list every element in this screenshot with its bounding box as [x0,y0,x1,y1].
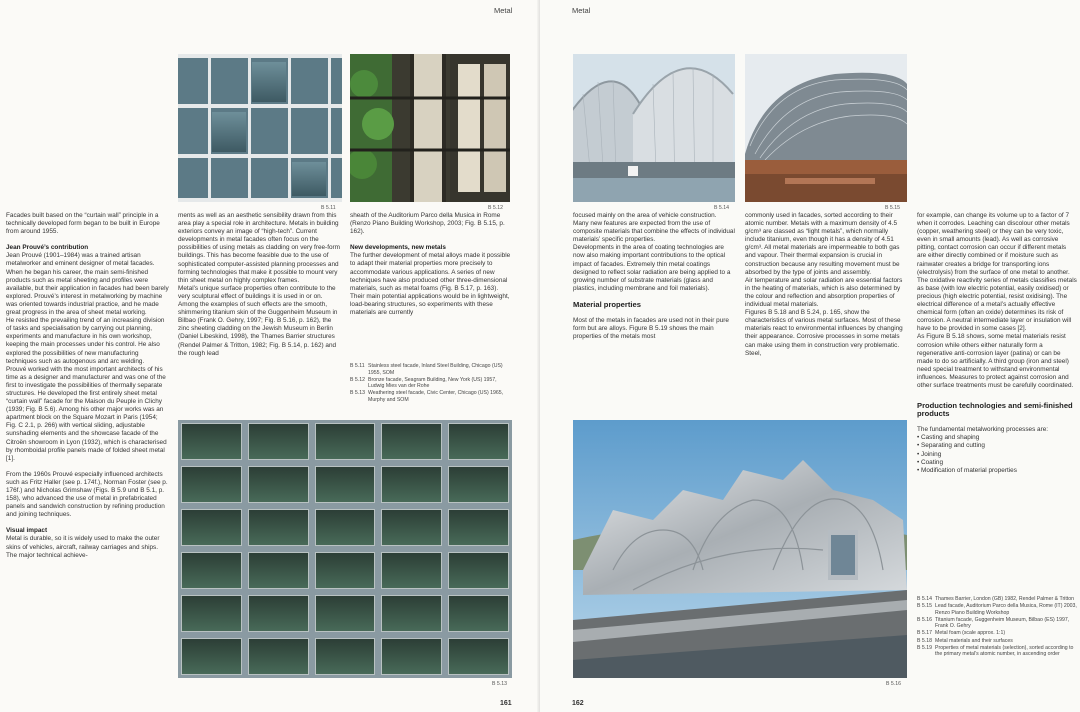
caption-text: Thames Barrier, London (GB) 1982, Rendel Palmer & Tritton [935,596,1074,602]
facade-window-cell [315,638,376,675]
captions-left [350,363,512,404]
right-page [540,0,1080,712]
text-column-3 [350,212,512,325]
list-item: • Coating [917,459,1077,467]
caption-text: Stainless steel facade, Inland Steel Building, Chicago (US) 1955, SOM [368,363,503,376]
figure-label-b5-15: B 5.15 [885,205,900,211]
caption-number: B 5.18 [917,637,932,644]
paragraph-prouve-3: Prouvé worked with the most important architects of his time as a designer and manufacturer and was one of the first to investigate the possibilities of thermally separate structures. He developed the first entirely sheet metal “curtain wall” facade for the Maison du Peuple in Clichy (1939; Fig. B 5.6). Among his other major works was an apartment block on the Square Mozart in Paris (1954; Fig. C 2.1, p. 266) with vertical sliding, adjustable sunshading elements and the showcase facade of the Citroën showroom in Lyon (1932), which is characterised by rhomboidal profile panels made of folded sheet metal [1]. [6,365,167,462]
facade-window-cell [248,509,309,546]
facade-window-cell [248,638,309,675]
list-item: • Joining [917,451,1077,459]
caption-number: B 5.15 [917,603,932,610]
figure-b5-11-image [178,54,342,202]
paragraph-col4-3: Developments in the area of coating technologies are now also making important contributions to the optical impact of facades. Extremely thin metal coatings designed to reflect solar radiation are being applied to a growing number of substrate materials (glass and plastics, including membrane and foil materials). [573,244,731,292]
facade-window-cell [181,509,242,546]
caption-b5-14 [917,596,1077,603]
figure-label-b5-16: B 5.16 [886,681,901,687]
facade-window-cell [448,552,509,589]
facade-window-cell [181,552,242,589]
caption-number: B 5.11 [350,363,365,369]
running-head-left: Metal [494,6,513,15]
caption-b5-17 [917,630,1077,637]
paragraph-col4-4: Most of the metals in facades are used not in their pure form but are alloys. Figure B 5.19 shows the main properties of the metals most [573,317,729,341]
paragraph-col5-1: commonly used in facades, sorted according to their atomic number. Metals with a maximum density of 4.5 g/cm³ are classed as “light metals”, which normally include titanium, even though it has a density of 4.51 g/cm³. All metal materials are impermeable to both gas and vapour. Their thermal expansion is crucial in construction because any resulting movement must be absorbed by the type of joints and assembly. [745,212,900,276]
figure-label-b5-12: B 5.12 [488,205,503,211]
paragraph-col2-1: ments as well as an aesthetic sensibility drawn from this area play a special role in architecture. Metals in building exteriors convey an image of “high-tech”. Current developments in metal facades often focus on the possibilities of using metals as cladding on very free-form buildings. This has become feasible due to the use of sophisticated computer-assisted planning processes and forming technologies that make it possible to mount very thin sheet metal on highly complex frames. [178,212,340,284]
caption-b5-16 [917,617,1077,630]
facade-window-cell [181,638,242,675]
caption-text: Titanium facade, Guggenheim Museum, Bilbao (ES) 1997, Frank O. Gehry [935,616,1070,630]
caption-text: Properties of metal materials (selection), sorted according to the primary metal’s atomic number, in ascending order [935,644,1074,658]
facade-window-cell [248,552,309,589]
paragraph-visual: Metal is durable, so it is widely used to make the outer skins of vehicles, aircraft, railway carriages and ships. The major technical achieve- [6,535,160,559]
facade-window-cell [381,509,442,546]
captions-right [917,596,1077,658]
list-item: • Modification of material properties [917,467,1077,475]
paragraph-col6-1: for example, can change its volume up to a factor of 7 when it corrodes. Leaching can discolour other metals (copper, weathering steel) or they can be very toxic, even in small amounts (lead). As well as corrosive pitting, contact corrosion can occur if different metals are either directly combined or if moisture such as rainwater creates a bridge for transporting ions (electrolysis) from the surface of one metal to another. The oxidative reactivity series of metals classifies metals as base (with low electric potential, easily oxidised) or precious (high electric potential, resist oxidising). The electrical difference of a metal’s actually effective chemical form (often an oxide) determines its risk of corrosion. A neutral intermediate layer or insulation will have to be provided in some cases [2]. [917,212,1077,333]
paragraph-col2-2: Metal’s unique surface properties often contribute to the very sculptural effect of buildings it is used in or on. Among the examples of such effects are the smooth, shimmering titanium skin of the Guggenheim Museum in Bilbao (Frank O. Gehry, 1997; Fig. B 5.16, p. 162), the zinc sheeting cladding on the Jewish Museum in Berlin (Daniel Libeskind, 1998), the Thames Barrier structures (Rendel Palmer & Tritton, 1982; Fig. B 5.14, p. 162) and the rough lead [178,284,338,357]
facade-window-cell [381,638,442,675]
text-column-4 [573,212,737,349]
facade-window-cell [448,638,509,675]
caption-number: B 5.19 [917,644,932,651]
facade-window-cell [315,552,376,589]
figure-b5-14-image [573,54,735,202]
text-column-5 [745,212,909,366]
heading-material-properties: Material properties [573,299,641,309]
caption-b5-12 [350,377,512,390]
caption-number: B 5.14 [917,596,932,602]
facade-window-cell [448,509,509,546]
facade-window-cell [381,466,442,503]
facade-window-cell [248,595,309,632]
running-head-right: Metal [572,6,591,15]
text-column-1 [6,212,170,568]
facade-window-cell [181,595,242,632]
caption-b5-11 [350,363,512,376]
process-list [917,434,1077,474]
figure-b5-16-image [573,420,907,678]
facade-window-cell [315,423,376,460]
facade-window-cell [448,466,509,503]
paragraph-prouve-1: Jean Prouvé (1901–1984) was a trained artisan metalworker and eminent designer of metal facades. When he began his career, the main semi-finished products such as metal sheeting and profiles were available, but their application in facades had been barely explored. Prouvé’s interest in metalworking by machine was oriented towards industrial practice, and he made great progress in the area of sheet metal working. [6,252,169,317]
caption-text: Weathering steel facade, Civic Center, Chicago (US) 1965, Murphy and SOM [368,390,504,403]
heading-prouve: Jean Prouvé’s contribution [6,244,89,252]
caption-number: B 5.17 [917,630,932,637]
facade-window-cell [315,509,376,546]
facade-window-cell [381,595,442,632]
heading-visual-impact: Visual impact [6,527,48,535]
page-number-left: 161 [500,700,512,707]
facade-window-cell [248,466,309,503]
caption-b5-19 [917,645,1077,658]
page-number-right: 162 [572,700,584,707]
caption-number: B 5.16 [917,616,932,623]
facade-window-cell [315,595,376,632]
paragraph-intro: Facades built based on the “curtain wall” principle in a technically developed form began to be built in Europe from around 1955. [6,212,160,236]
paragraph-col4-1: focused mainly on the area of vehicle construction. [573,212,717,219]
paragraph-1960s: From the 1960s Prouvé especially influenced architects such as Fritz Haller (see p. 174f.), Norman Foster (see p. 176f.) and Nicholas Grimshaw (Figs. B 5.9 und B 5.1, p. 158), who advanced the use of metal in prefabricated panels and sandwich construction by refining production and joining techniques. [6,470,168,519]
caption-b5-15 [917,603,1077,616]
facade-window-cell [448,423,509,460]
figure-b5-15-image [745,54,907,202]
list-item: • Separating and cutting [917,442,1077,450]
paragraph-col3-2: The further development of metal alloys made it possible to adapt their material properties more precisely to accommodate various applications. A series of new techniques have also produced other three-dimensional materials, such as metal foams (Fig. B 5.17, p. 163). Their main potential applications would be in lightweight, load-bearing structures, so experiments with these materials are currently [350,252,511,317]
caption-text: Metal foam (scale approx. 1:1) [935,630,1006,637]
paragraph-col6-2: As Figure B 5.18 shows, some metal materials resist corrosion while others either naturally form a regenerative anti-corrosion layer (patina) or can be made to do so artificially. A third group (iron and steel) need special treatment to withstand environmental influences. Measures to protect against corrosion and other surface treatments must be carefully coordinated. [917,333,1074,389]
caption-b5-13 [350,390,512,403]
facade-window-cell [315,466,376,503]
facade-window-cell [381,423,442,460]
paragraph-col6-3: The fundamental metalworking processes are: [917,426,1049,434]
figure-label-b5-13: B 5.13 [492,681,507,687]
caption-b5-18 [917,638,1077,645]
caption-text: Bronze facade, Seagram Building, New York (US) 1957, Ludwig Mies van der Rohe [368,376,497,390]
facade-window-cell [381,552,442,589]
paragraph-col3-1: sheath of the Auditorium Parco della Musica in Rome (Renzo Piano Building Workshop, 2003; Fig. B 5.15, p. 162). [350,212,505,236]
caption-number: B 5.13 [350,390,365,397]
text-column-6 [917,212,1077,483]
figure-b5-13-image [178,420,512,678]
paragraph-col5-3: Figures B 5.18 and B 5.24, p. 165, show the characteristics of various metal surfaces. Most of these materials react to environmental influences by changing their appearance. Corrosive processes in some metals can make using them in construction very problematic. Steel, [745,309,903,357]
list-item: • Casting and shaping [917,434,1077,442]
paragraph-col4-2: Many new features are expected from the use of composite materials that combine the effects of individual materials’ specific properties. [573,220,735,244]
figure-label-b5-14: B 5.14 [714,205,729,211]
caption-number: B 5.12 [350,376,365,383]
facade-window-cell [181,466,242,503]
facade-window-cell [248,423,309,460]
text-column-2 [178,212,342,366]
caption-text: Metal materials and their surfaces [935,637,1013,644]
facade-window-cell [448,595,509,632]
facade-window-cell [181,423,242,460]
figure-b5-12-image [350,54,510,202]
heading-production: Production technologies and semi-finished products [917,401,1073,419]
figure-label-b5-11: B 5.11 [321,205,336,211]
caption-text: Lead facade, Auditorium Parco della Musica, Rome (IT) 2003, Renzo Piano Building Workshop [935,603,1077,616]
paragraph-prouve-2: He resisted the prevailing trend of an increasing division of tasks and specialisation by carrying out planning, experiments and manufacture in his own workshop, keeping the main processes under his control. He also explored the possibilities of new manufacturing techniques such as autogenous and arc welding. [6,317,165,365]
heading-new-developments: New developments, new metals [350,244,446,252]
paragraph-col5-2: Air temperature and solar radiation are essential factors in the heating of materials, which is also determined by the colour and reflection and absorption properties of individual metal materials. [745,276,903,309]
